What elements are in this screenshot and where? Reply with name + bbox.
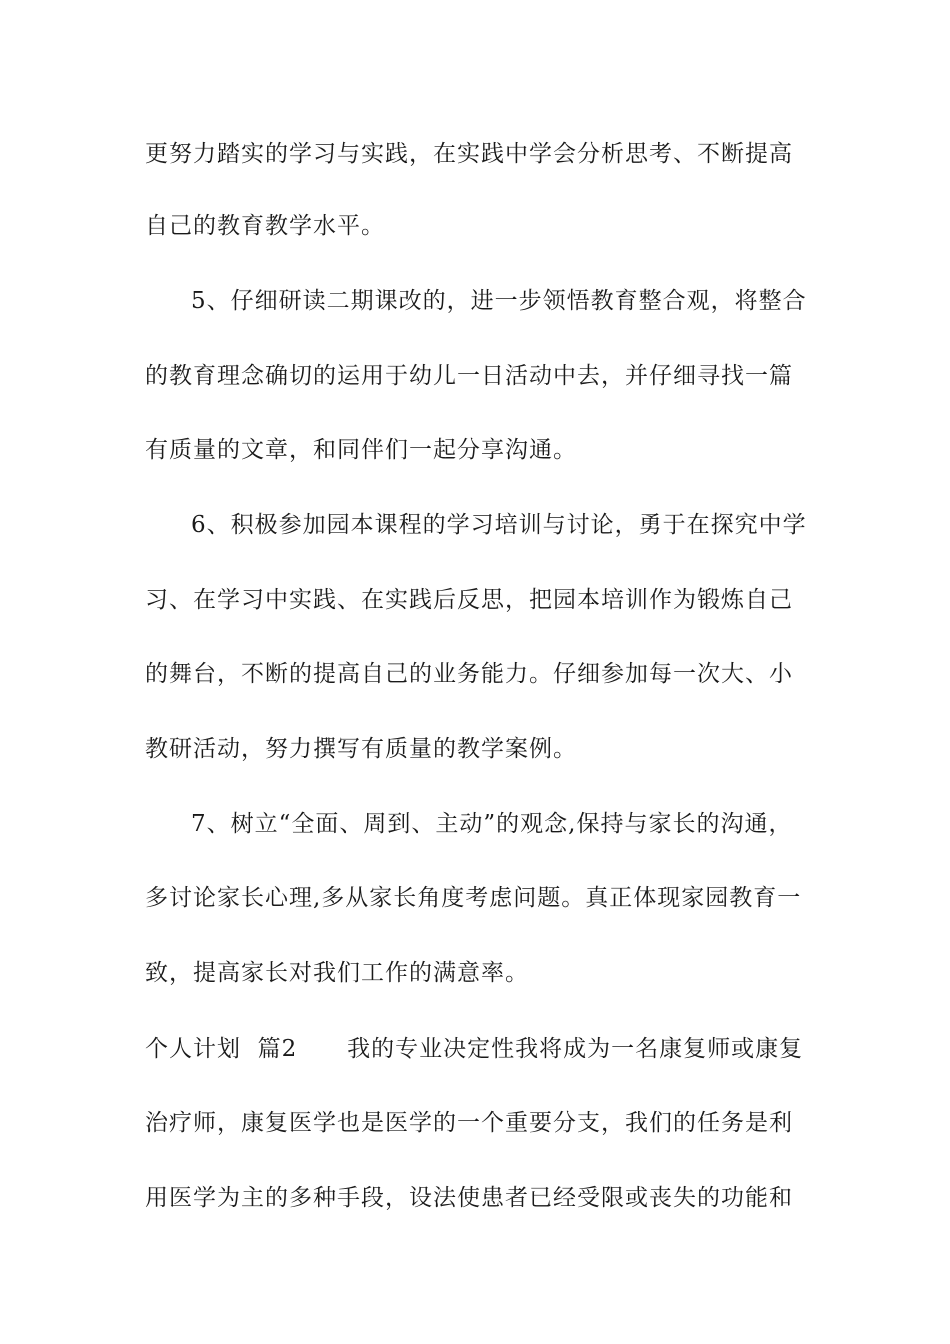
- paragraph-line: 5、仔细研读二期课改的，进一步领悟教育整合观，将整合: [191, 288, 807, 314]
- paragraph-line: 治疗师，康复医学也是医学的一个重要分支，我们的任务是利: [145, 1110, 793, 1136]
- paragraph-line: 用医学为主的多种手段，设法使患者已经受限或丧失的功能和: [145, 1185, 793, 1211]
- paragraph-line: 的舞台，不断的提高自己的业务能力。仔细参加每一次大、小: [145, 661, 793, 687]
- paragraph-line: 致，提高家长对我们工作的满意率。: [145, 960, 529, 986]
- paragraph-line: 习、在学习中实践、在实践后反思，把园本培训作为锻炼自己: [145, 587, 793, 613]
- paragraph-line: 6、积极参加园本课程的学习培训与讨论，勇于在探究中学: [191, 512, 807, 538]
- paragraph-line: 教研活动，努力撰写有质量的教学案例。: [145, 736, 577, 762]
- section-heading-line: 个人计划 篇2 我的专业决定性我将成为一名康复师或康复: [145, 1036, 804, 1062]
- paragraph-line: 7、树立“全面、周到、主动”的观念,保持与家长的沟通，: [191, 811, 793, 837]
- paragraph-line: 自己的教育教学水平。: [145, 213, 385, 239]
- paragraph-line: 更努力踏实的学习与实践，在实践中学会分析思考、不断提高: [145, 141, 793, 167]
- paragraph-line: 的教育理念确切的运用于幼儿一日活动中去，并仔细寻找一篇: [145, 363, 793, 389]
- paragraph-line: 有质量的文章，和同伴们一起分享沟通。: [145, 437, 577, 463]
- paragraph-line: 多讨论家长心理,多从家长角度考虑问题。真正体现家园教育一: [145, 885, 802, 911]
